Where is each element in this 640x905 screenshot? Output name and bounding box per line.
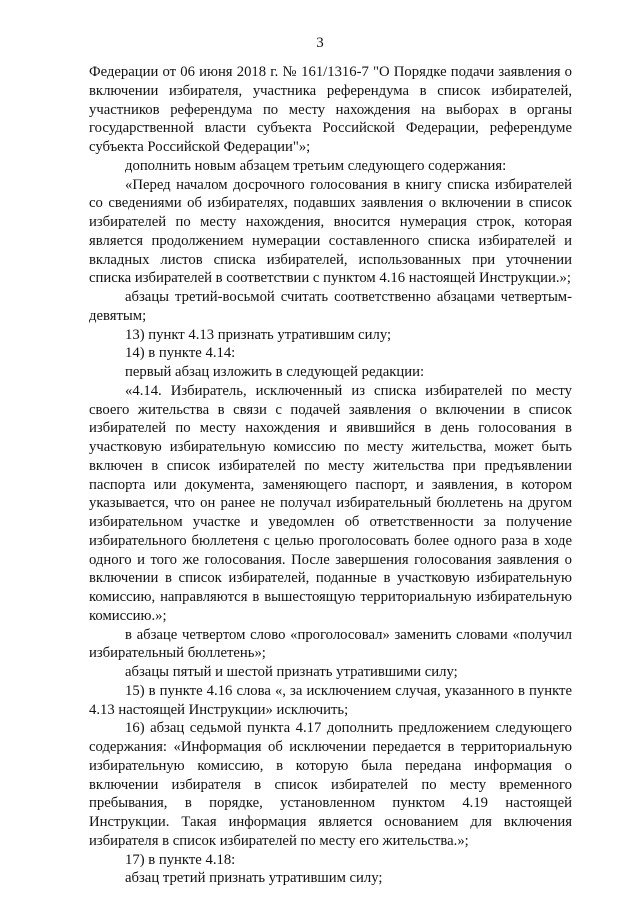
paragraph: в абзаце четвертом слово «проголосовал» заменить словами «получил избирательный бюллетень»; [89, 626, 572, 662]
paragraph: «4.14. Избиратель, исключенный из списка избирателей по месту своего жительства в связи с подачей заявления о включении в список избирателей по месту нахождения и явившийся в день голосования в участковую избирательную комиссию по месту жительства, может быть включен в список избирателей по месту жительства при предъявлении паспорта или документа, заменяющего паспорт, и заявления, в котором указывается, что он ранее не получал избирательный бюллетень на другом избирательном участке и уведомлен об ответственности за получение избирательного бюллетеня с целью проголосовать более одного раза в ходе одного и того же голосования. После завершения голосования заявления о включении в список избирателей, поданные в участковую избирательную комиссию, направляются в вышестоящую территориальную избирательную комиссию.»; [89, 382, 572, 624]
paragraph: дополнить новым абзацем третьим следующего содержания: [125, 157, 507, 174]
paragraph: 14) в пункте 4.14: [125, 345, 236, 362]
paragraph: 17) в пункте 4.18: [125, 851, 236, 868]
paragraph: 16) абзац седьмой пункта 4.17 дополнить предложением следующего содержания: «Информация об исключении передается в территориальную избирательную комиссию, в которую была передана информация о включении избирателя в список избирателей по месту временного пребывания, в порядке, установленном пунктом 4.19 настоящей Инструкции. Такая информация является основанием для включения избирателя в список избирателей по месту его жительства.»; [89, 720, 572, 849]
paragraph: 15) в пункте 4.16 слова «, за исключением случая, указанного в пункте 4.13 настоящей Инструкции» исключить; [89, 682, 572, 718]
paragraph: первый абзац изложить в следующей редакции: [125, 364, 425, 380]
paragraph: абзац третий признать утратившим силу; [125, 870, 383, 887]
paragraph: абзацы пятый и шестой признать утратившими силу; [125, 664, 458, 680]
paragraph: Федерации от 06 июня 2018 г. № 161/1316-7 "О Порядке подачи заявления о включении избирателя, участника референдума в список избирателей, участников референдума по месту нахождения на выборах в органы государственной власти субъекта Российской Федерации, референдуме субъекта Российской Федерации"»; [89, 64, 572, 155]
page-number: 3 [316, 35, 324, 51]
paragraph: «Перед началом досрочного голосования в книгу списка избирателей со сведениями об избирателях, подавших заявления о включении в список избирателей по месту нахождения, вносится нумерация строк, которая является продолжением нумерации составленного списка избирателей и вкладных листов списка избирателей, использованных при уточнении списка избирателей в соответствии с пунктом 4.16 настоящей Инструкции.»; [89, 176, 572, 287]
paragraph: 13) пункт 4.13 признать утратившим силу; [125, 326, 392, 343]
paragraph: абзацы третий-восьмой считать соответственно абзацами четвертым-девятым; [89, 289, 572, 324]
document-body [89, 63, 572, 888]
